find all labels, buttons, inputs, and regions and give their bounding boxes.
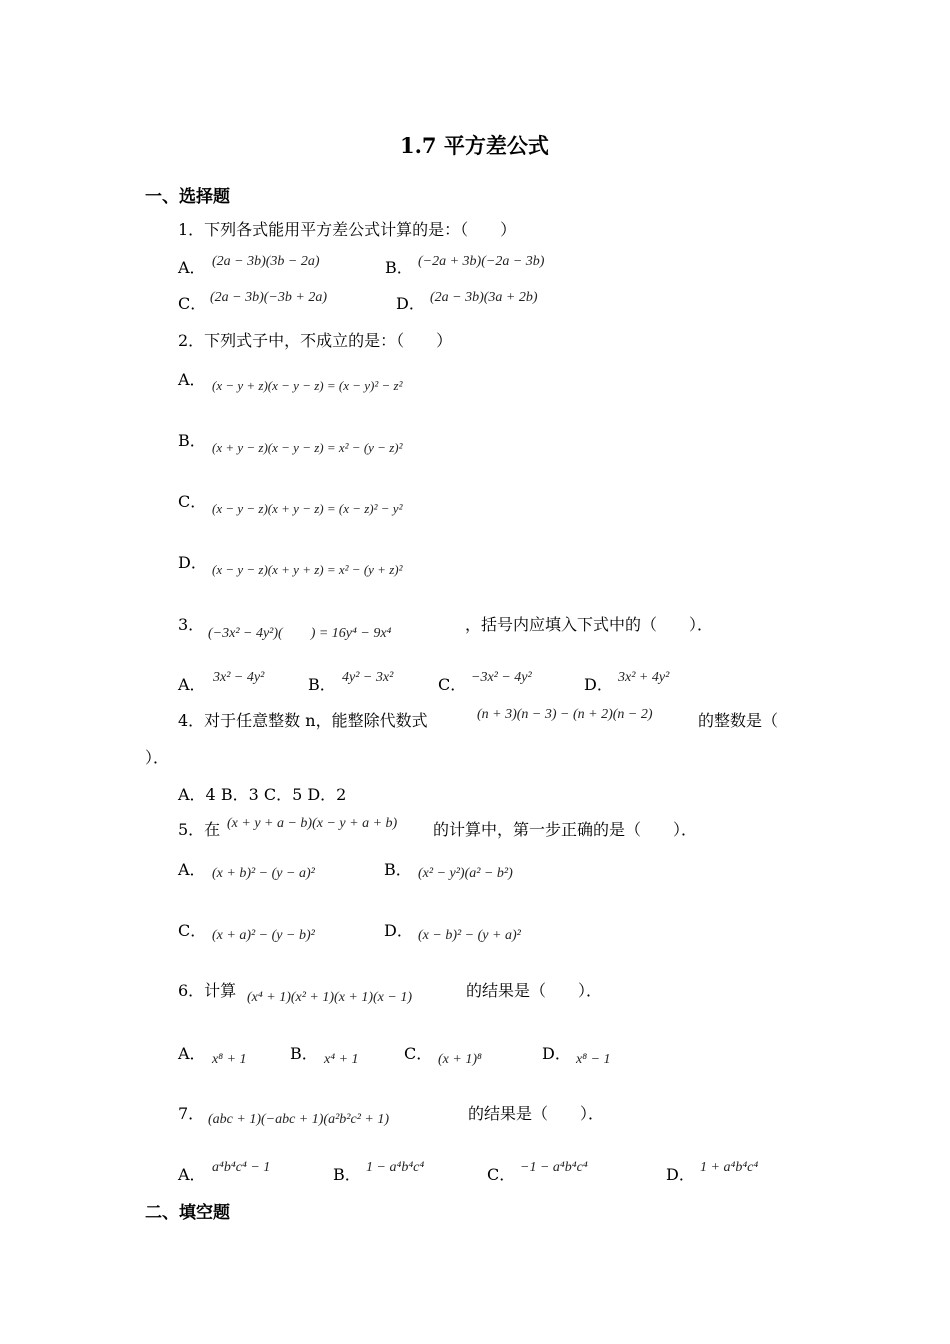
q2-option-c-label: C． — [178, 492, 207, 511]
page-title: 1.7 平方差公式 — [400, 133, 549, 158]
question-4-line2: ）． — [145, 748, 170, 767]
question-3-tail: ，括号内应填入下式中的（ ）． — [465, 615, 714, 634]
q7-option-a-label: A． — [178, 1165, 206, 1184]
question-6-pre: 6．计算 — [178, 981, 237, 1000]
q1-option-b: (−2a + 3b)(−2a − 3b) — [418, 254, 545, 269]
q1-option-c-label: C． — [178, 294, 207, 313]
question-6-expression: (x⁴ + 1)(x² + 1)(x + 1)(x − 1) — [247, 990, 413, 1005]
q1-option-a: (2a − 3b)(3b − 2a) — [212, 254, 320, 269]
q1-option-c: (2a − 3b)(−3b + 2a) — [210, 290, 327, 305]
q4-options: A．4 B．3 C．5 D．2 — [178, 785, 347, 804]
q2-option-b-label: B． — [178, 431, 206, 450]
q5-option-a: (x + b)² − (y − a)² — [212, 866, 315, 881]
q5-option-b-label: B． — [384, 860, 412, 879]
q6-option-b-label: B． — [290, 1044, 318, 1063]
q5-option-d: (x − b)² − (y + a)² — [418, 928, 521, 943]
section-heading-choice: 一、选择题 — [145, 187, 230, 207]
question-5-pre: 5．在 — [178, 820, 221, 839]
q2-option-d-label: D． — [178, 553, 207, 572]
q7-option-b: 1 − a⁴b⁴c⁴ — [366, 1160, 425, 1175]
q7-option-d-label: D． — [666, 1165, 695, 1184]
q3-option-d-label: D． — [584, 675, 613, 694]
q3-option-c-label: C． — [438, 675, 467, 694]
q2-option-c: (x − y − z)(x + y − z) = (x − z)² − y² — [212, 501, 403, 516]
question-1-stem: 1．下列各式能用平方差公式计算的是：（ ） — [178, 220, 517, 239]
question-7-number: 7． — [178, 1104, 205, 1123]
question-4-expression: (n + 3)(n − 3) − (n + 2)(n − 2) — [477, 707, 653, 722]
q3-option-b-label: B． — [308, 675, 336, 694]
q7-option-b-label: B． — [333, 1165, 361, 1184]
q6-option-a: x⁸ + 1 — [212, 1052, 247, 1067]
q2-option-a: (x − y + z)(x − y − z) = (x − y)² − z² — [212, 378, 403, 393]
q6-option-d: x⁸ − 1 — [576, 1052, 611, 1067]
q3-option-b: 4y² − 3x² — [342, 670, 394, 685]
question-5-post: 的计算中，第一步正确的是（ ）． — [433, 820, 698, 839]
q2-option-d: (x − y − z)(x + y + z) = x² − (y + z)² — [212, 562, 403, 577]
question-7-post: 的结果是（ ）． — [468, 1104, 605, 1123]
q6-option-c-label: C． — [404, 1044, 433, 1063]
q3-option-d: 3x² + 4y² — [618, 670, 670, 685]
question-7-expression: (abc + 1)(−abc + 1)(a²b²c² + 1) — [208, 1112, 389, 1127]
question-5-expression: (x + y + a − b)(x − y + a + b) — [227, 816, 398, 831]
q6-option-c: (x + 1)⁸ — [438, 1052, 482, 1067]
q7-option-c: −1 − a⁴b⁴c⁴ — [520, 1160, 588, 1175]
q3-option-a-label: A． — [178, 675, 206, 694]
q1-option-a-label: A． — [178, 258, 206, 277]
q7-option-c-label: C． — [487, 1165, 516, 1184]
question-3-expression: (−3x² − 4y²)( ) = 16y⁴ − 9x⁴ — [208, 626, 392, 641]
q7-option-d: 1 + a⁴b⁴c⁴ — [700, 1160, 759, 1175]
q7-option-a: a⁴b⁴c⁴ − 1 — [212, 1160, 271, 1175]
q5-option-a-label: A． — [178, 860, 206, 879]
question-3-number: 3． — [178, 615, 205, 634]
q1-option-d-label: D． — [396, 294, 425, 313]
q2-option-a-label: A． — [178, 370, 206, 389]
q1-option-b-label: B． — [385, 258, 413, 277]
q6-option-a-label: A． — [178, 1044, 206, 1063]
q5-option-c-label: C． — [178, 921, 207, 940]
question-6-post: 的结果是（ ）． — [466, 981, 603, 1000]
question-4-stem: 4．对于任意整数 n，能整除代数式 — [178, 711, 428, 730]
question-4-post: 的整数是（ — [698, 711, 779, 730]
q1-option-d: (2a − 3b)(3a + 2b) — [430, 290, 538, 305]
q6-option-b: x⁴ + 1 — [324, 1052, 359, 1067]
section-heading-fill-in: 二、填空题 — [145, 1203, 230, 1223]
q5-option-c: (x + a)² − (y − b)² — [212, 928, 315, 943]
q5-option-b: (x² − y²)(a² − b²) — [418, 866, 513, 881]
q3-option-c: −3x² − 4y² — [471, 670, 532, 685]
question-2-stem: 2．下列式子中，不成立的是：（ ） — [178, 331, 453, 350]
q5-option-d-label: D． — [384, 921, 413, 940]
q2-option-b: (x + y − z)(x − y − z) = x² − (y − z)² — [212, 440, 403, 455]
q3-option-a: 3x² − 4y² — [213, 670, 265, 685]
q6-option-d-label: D． — [542, 1044, 571, 1063]
